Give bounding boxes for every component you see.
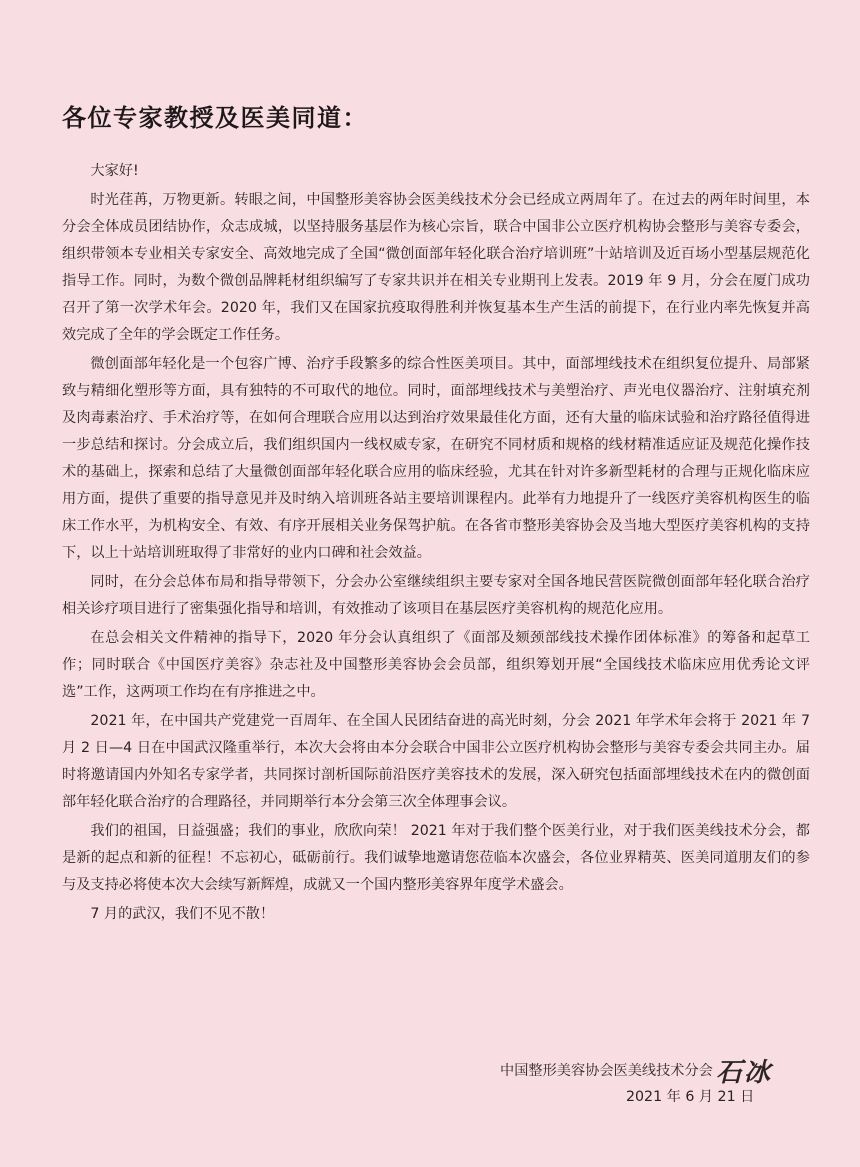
signature-date: 2021 年 6 月 21 日: [626, 1089, 755, 1105]
paragraph-anniversary: 时光荏苒，万物更新。转眼之间，中国整形美容协会医美线技术分会已经成立两周年了。在过去的两年时间里，本分会全体成员团结协作，众志成城，以坚持服务基层作为核心宗旨，联合中国非公立医疗机构协会整形与美容专委会，组织带领本专业相关专家安全、高效地完成了全国“微创面部年轻化联合治疗培训班”十站培训及近百场小型基层规范化指导工作。同时，为数个微创品牌耗材组织编写了专家共识并在相关专业期刊上发表。2019 年 9 月，分会在厦门成功召开了第一次学术年会。2020 年，我们又在国家抗疫取得胜利并恢复基本生产生活的前提下，在行业内率先恢复并高效完成了全年的学会既定工作任务。: [62, 192, 810, 343]
letter-salutation-heading: 各位专家教授及医美同道：: [62, 103, 368, 132]
paragraph-facial-rejuvenation: 微创面部年轻化是一个包容广博、治疗手段繁多的综合性医美项目。其中，面部埋线技术在组织复位提升、局部紧致与精细化塑形等方面，具有独特的不可取代的地位。同时，面部埋线技术与美塑治疗、声光电仪器治疗、注射填充剂及肉毒素治疗、手术治疗等，在如何合理联合应用以达到治疗效果最佳化方面，还有大量的临床试验和治疗路径值得进一步总结和探讨。分会成立后，我们组织国内一线权威专家，在研究不同材质和规格的线材精准适应证及规范化操作技术的基础上，探索和总结了大量微创面部年轻化联合应用的临床经验，尤其在针对许多新型耗材的合理与正规化临床应用方面，提供了重要的指导意见并及时纳入培训班各站主要培训课程内。此举有力地提升了一线医疗美容机构医生的临床工作水平，为机构安全、有效、有序开展相关业务保驾护航。在各省市整形美容协会及当地大型医疗美容机构的支持下，以上十站培训班取得了非常好的业内口碑和社会效益。: [62, 356, 810, 561]
signature-name: 石冰: [716, 1058, 773, 1088]
signature-block: [500, 1054, 820, 1105]
paragraph-training: 同时，在分会总体布局和指导带领下，分会办公室继续组织主要专家对全国各地民营医院微创面部年轻化联合治疗相关诊疗项目进行了密集强化指导和培训，有效推动了该项目在基层医疗美容机构的规范化应用。: [62, 574, 810, 617]
paragraph-annual-meeting: 2021 年，在中国共产党建党一百周年、在全国人民团结奋进的高光时刻，分会 2021 年学术年会将于 2021 年 7 月 2 日—4 日在中国武汉隆重举行，本次大会将由本分会联合中国非公立医疗机构协会整形与美容专委会共同主办。届时将邀请国内外知名专家学者，共同探讨剖析国际前沿医疗美容技术的发展，深入研究包括面部埋线技术在内的微创面部年轻化联合治疗的合理路径，并同期举行本分会第三次全体理事会议。: [62, 713, 810, 810]
signature-organization: 中国整形美容协会医美线技术分会: [500, 1063, 713, 1079]
paragraph-closing: 7 月的武汉，我们不见不散！: [90, 906, 275, 922]
paragraph-standards: 在总会相关文件精神的指导下，2020 年分会认真组织了《面部及颏颈部线技术操作团体标准》的筹备和起草工作；同时联合《中国医疗美容》杂志社及中国整形美容协会会员部，组织筹划开展“全国线技术临床应用优秀论文评选”工作，这两项工作均在有序推进之中。: [62, 630, 810, 700]
paragraph-invitation: 我们的祖国，日益强盛；我们的事业，欣欣向荣！ 2021 年对于我们整个医美行业，对于我们医美线技术分会，都是新的起点和新的征程！不忘初心，砥砺前行。我们诚挚地邀请您莅临本次盛会，各位业界精英、医美同道朋友们的参与及支持必将使本次大会续写新辉煌，成就又一个国内整形美容界年度学术盛会。: [62, 823, 810, 893]
letter-body: [62, 158, 810, 930]
greeting-paragraph: 大家好!: [90, 163, 139, 179]
